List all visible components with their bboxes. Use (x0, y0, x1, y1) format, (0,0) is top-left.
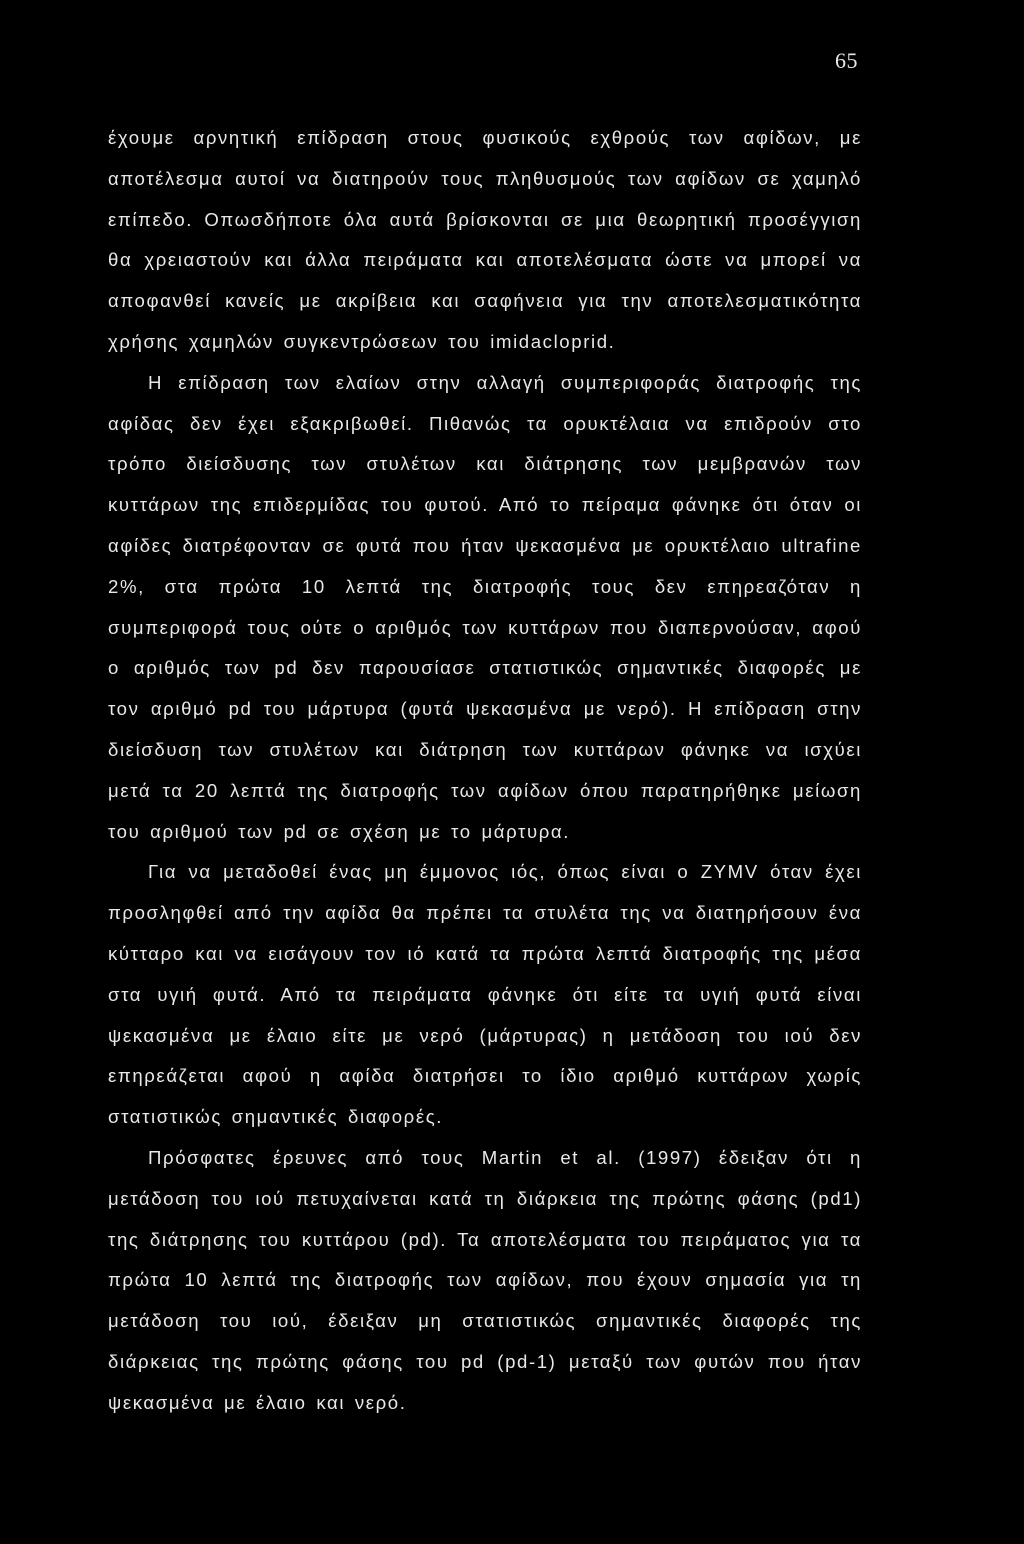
page-number: 65 (835, 48, 858, 73)
paragraph-1: έχουμε αρνητική επίδραση στους φυσικούς εχθρούς των αφίδων, με αποτέλεσμα αυτοί να διατηρούν τους πληθυσμούς των αφίδων σε χαμηλό επίπεδο. Οπωσδήποτε όλα αυτά βρίσκονται σε μια θεωρητική προσέγγιση θα χρειαστούν και άλλα πειράματα και αποτελέσματα ώστε να μπορεί να αποφανθεί κανείς με ακρίβεια και σαφήνεια για την αποτελεσματικότητα χρήσης χαμηλών συγκεντρώσεων του imidacloprid. (108, 127, 862, 352)
paragraph-2: Η επίδραση των ελαίων στην αλλαγή συμπεριφοράς διατροφής της αφίδας δεν έχει εξακριβωθεί. Πιθανώς τα ορυκτέλαια να επιδρούν στο τρόπο διείσδυσης των στυλέτων και διάτρησης των μεμβρανών των κυττάρων της επιδερμίδας του φυτού. Από το πείραμα φάνηκε ότι όταν οι αφίδες διατρέφονταν σε φυτά που ήταν ψεκασμένα με ορυκτέλαιο ultrafine 2%, στα πρώτα 10 λεπτά της διατροφής τους δεν επηρεαζόταν η συμπεριφορά τους ούτε ο αριθμός των κυττάρων που διαπερνούσαν, αφού ο αριθμός των pd δεν παρουσίασε στατιστικώς σημαντικές διαφορές με τον αριθμό pd του μάρτυρα (φυτά ψεκασμένα με νερό). Η επίδραση στην διείσδυση των στυλέτων και διάτρηση των κυττάρων φάνηκε να ισχύει μετά τα 20 λεπτά της διατροφής των αφίδων όπου παρατηρήθηκε μείωση του αριθμού των pd σε σχέση με το μάρτυρα. (108, 371, 862, 842)
document-body (108, 118, 862, 1424)
paragraph-3: Για να μεταδοθεί ένας μη έμμονος ιός, όπως είναι ο ZYMV όταν έχει προσληφθεί από την αφίδα θα πρέπει τα στυλέτα της να διατηρήσουν ένα κύτταρο και να εισάγουν τον ιό κατά τα πρώτα λεπτά διατροφής της μέσα στα υγιή φυτά. Από τα πειράματα φάνηκε ότι είτε τα υγιή φυτά είναι ψεκασμένα με έλαιο είτε με νερό (μάρτυρας) η μετάδοση του ιού δεν επηρεάζεται αφού η αφίδα διατρήσει το ίδιο αριθμό κυττάρων χωρίς στατιστικώς σημαντικές διαφορές. (108, 861, 862, 1128)
paragraph-4: Πρόσφατες έρευνες από τους Martin et al. (1997) έδειξαν ότι η μετάδοση του ιού πετυχαίνεται κατά τη διάρκεια της πρώτης φάσης (pd1) της διάτρησης του κυττάρου (pd). Τα αποτελέσματα του πειράματος για τα πρώτα 10 λεπτά της διατροφής των αφίδων, που έχουν σημασία για τη μετάδοση του ιού, έδειξαν μη στατιστικώς σημαντικές διαφορές της διάρκειας της πρώτης φάσης του pd (pd-1) μεταξύ των φυτών που ήταν ψεκασμένα με έλαιο και νερό. (108, 1146, 862, 1413)
